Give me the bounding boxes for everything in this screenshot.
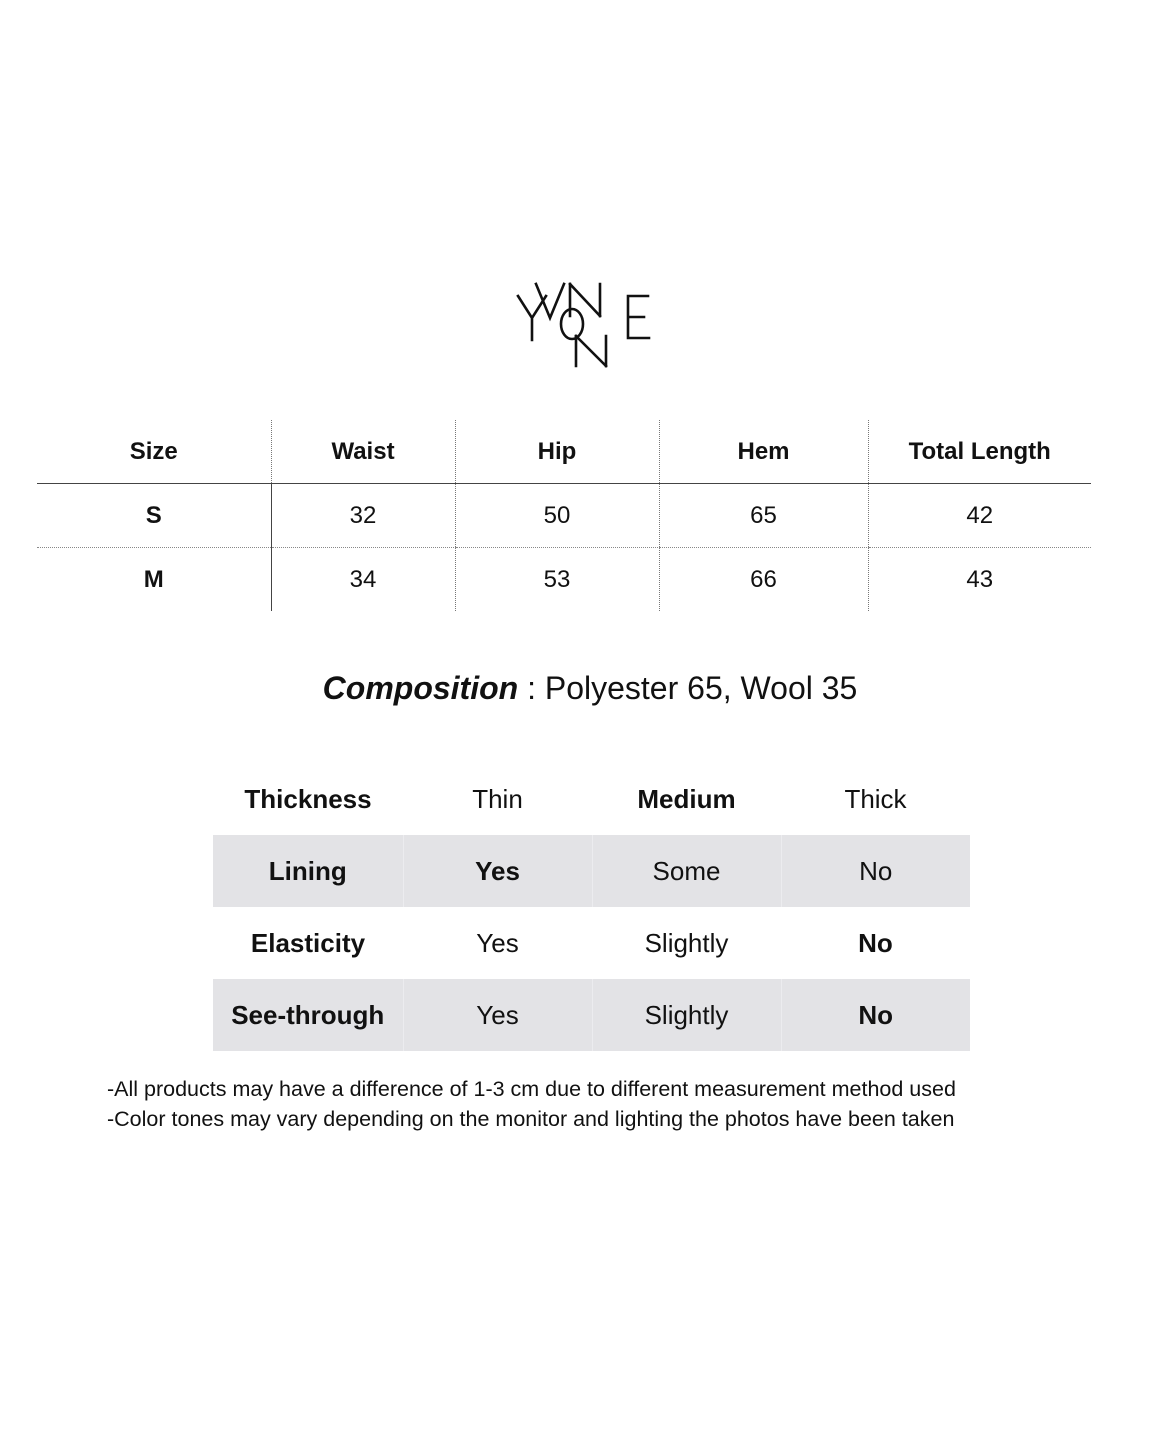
- header-hip: Hip: [455, 420, 659, 484]
- total-length-value: 43: [868, 548, 1091, 612]
- property-option: Thin: [472, 783, 523, 814]
- property-option-selected: No: [858, 927, 893, 958]
- table-row: [37, 484, 1091, 548]
- note-measurement: -All products may have a difference of 1-3 cm due to different measurement method used: [107, 1077, 956, 1101]
- table-row: [37, 548, 1091, 612]
- size-table: [37, 420, 1091, 611]
- waist-value: 34: [349, 565, 377, 593]
- property-option-selected: Medium: [637, 783, 736, 814]
- header-hem: Hem: [659, 420, 868, 484]
- property-option: Slightly: [592, 979, 781, 1051]
- yvonne-monogram-logo: [512, 280, 652, 372]
- property-option: Slightly: [644, 927, 729, 958]
- size-table-header: [37, 420, 1091, 484]
- property-option-selected: No: [781, 979, 970, 1051]
- composition-line: [0, 670, 1152, 707]
- disclaimer-notes: [107, 1074, 1107, 1134]
- property-row-elasticity: [213, 907, 970, 979]
- total-length-value: 42: [868, 484, 1091, 548]
- property-option: Yes: [476, 927, 519, 958]
- property-label: Thickness: [244, 783, 372, 814]
- property-label: Elasticity: [250, 927, 366, 958]
- hem-value: 65: [659, 484, 868, 548]
- composition-label: Composition: [322, 670, 519, 706]
- fabric-properties-table: [213, 763, 970, 1051]
- hem-value: 66: [659, 548, 868, 612]
- property-row-see-through: [213, 979, 970, 1051]
- property-option: No: [781, 835, 970, 907]
- property-option-selected: Yes: [403, 835, 592, 907]
- hip-value: 53: [455, 548, 659, 612]
- property-label: See-through: [213, 979, 403, 1051]
- header-total-length: Total Length: [868, 420, 1091, 484]
- composition-separator: :: [518, 670, 545, 706]
- property-option: Thick: [844, 783, 907, 814]
- size-label: M: [37, 548, 271, 612]
- header-size: Size: [37, 420, 271, 484]
- header-waist: Waist: [271, 420, 455, 484]
- property-option: Some: [592, 835, 781, 907]
- note-color: -Color tones may vary depending on the monitor and lighting the photos have been taken: [107, 1107, 955, 1131]
- waist-value: 32: [271, 484, 455, 548]
- property-row-lining: [213, 835, 970, 907]
- property-row-thickness: [213, 763, 970, 835]
- size-label: S: [37, 484, 271, 548]
- composition-value: Polyester 65, Wool 35: [544, 670, 858, 706]
- hip-value: 50: [455, 484, 659, 548]
- property-label: Lining: [213, 835, 403, 907]
- property-option: Yes: [403, 979, 592, 1051]
- brand-logo: [512, 280, 652, 372]
